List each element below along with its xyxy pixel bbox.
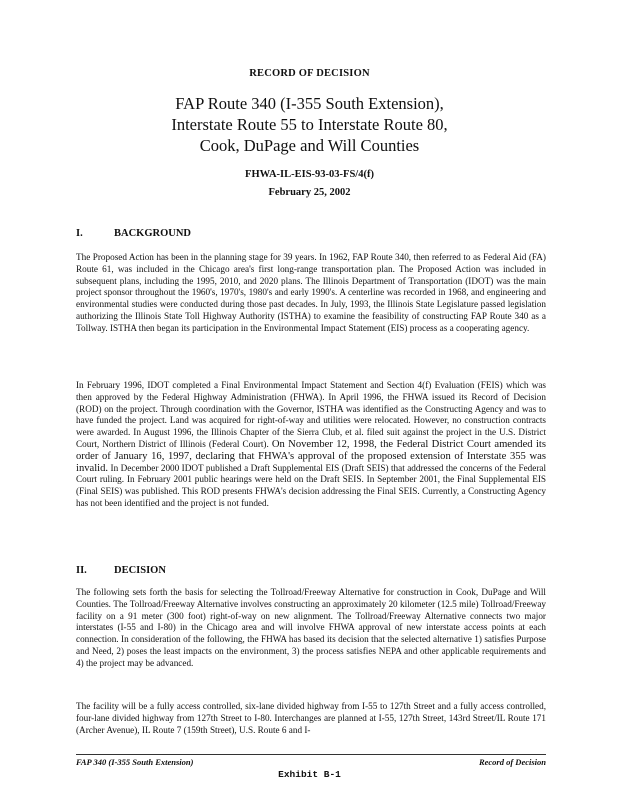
section-number: I. — [76, 228, 83, 239]
paragraph-text: In December 2000 IDOT published a Draft Supplemental EIS (Draft SEIS) that addressed the concerns of the Federal Court ruling. In February 2001 public hearings were held on the Draft SEIS. In September 2001, the Final Supplemental EIS (Final SEIS) was published. This ROD presents FHWA's decision addressing the Final SEIS. Currently, a Constructing Agency has not been identified and the project is not funded. — [76, 462, 547, 508]
section-title: DECISION — [114, 565, 166, 576]
footer-project: FAP 340 (I-355 South Extension) — [76, 757, 194, 767]
section-number: II. — [76, 565, 87, 576]
section-heading-decision — [76, 565, 166, 576]
footer-divider — [76, 754, 546, 755]
title-line: Interstate Route 55 to Interstate Route 80, — [171, 115, 448, 134]
section-heading-background — [76, 228, 191, 239]
document-title — [0, 93, 619, 156]
court-ruling-text: On November 12, 1998, the Federal District Court amended its order of January 16, 1997, declaring that FHWA's approval of the proposed extension of Interstate 355 was invalid. — [76, 438, 547, 474]
document-id: FHWA-IL-EIS-93-03-FS/4(f) — [245, 169, 374, 180]
decision-paragraph-1: The following sets forth the basis for selecting the Tollroad/Freeway Alternative for construction in Cook, DuPage and Will Counties. The Tollroad/Freeway Alternative involves constructing an approximately 20 kilometer (12.5 mile) Tollroad/Freeway facility on a 91 meter (300 foot) right-of-way on new alignment. The Tollroad/Freeway Alternative connects two major interstates (I-55 and I-80) in the Chicago area and will involve FHWA approval of new interstate access points at each connection. In consideration of the following, the FHWA has based its decision that the selected alternative 1) satisfies Purpose and Need, 2) poses the least impacts on the environment, 3) the process satisfies NEPA and other applicable requirements and 4) the project may be advanced. — [76, 587, 546, 668]
title-line: FAP Route 340 (I-355 South Extension), — [175, 94, 444, 113]
footer-doc-type: Record of Decision — [478, 757, 546, 767]
title-line: Cook, DuPage and Will Counties — [199, 136, 420, 155]
document-date: February 25, 2002 — [268, 187, 351, 198]
exhibit-label: Exhibit B-1 — [278, 769, 341, 780]
document-heading: RECORD OF DECISION — [249, 68, 370, 79]
decision-paragraph-2: The facility will be a fully access controlled, six-lane divided highway from I-55 to 127th Street and a fully access controlled, four-lane divided highway from 127th Street to I-80. Interchanges are planned at I-55, 127th Street, 143rd Street/IL Route 171 (Archer Avenue), IL Route 7 (159th Street), U.S. Route 6 and I- — [76, 701, 546, 735]
background-paragraph-2 — [76, 380, 546, 510]
background-paragraph-1: The Proposed Action has been in the planning stage for 39 years. In 1962, FAP Route 340, then referred to as Federal Aid (FA) Route 61, was included in the Chicago area's first long-range transportation plan. The Proposed Action was included in subsequent plans, including the 1995, 2010, and 2020 plans. The Illinois Department of Transportation (IDOT) was the main project sponsor throughout the 1960's, 1970's, 1980's and early 1990's. A centerline was recorded in 1968, and engineering and environmental studies were conducted during those past decades. In July, 1993, the Illinois State Legislature passed legislation authorizing the Illinois State Toll Highway Authority (ISTHA) to examine the feasibility of constructing FAP Route 340 as a Tollway. ISTHA then began its participation in the Environmental Impact Statement (EIS) process as a cooperating agency. — [76, 252, 546, 333]
paragraph-text: In February 1996, IDOT completed a Final Environmental Impact Statement and Section 4(f) Evaluation (FEIS) which was then approved by the Federal Highway Administration (FHWA). In April 1996, the FHWA issued its Record of Decision (ROD) on the project. Through coordination with the Governor, ISTHA was identified as the Constructing Agency and was to have funded the project. Land was acquired for right-of-way and utilities were relocated. However, no construction contracts were awarded. In August 1996, the Illinois Chapter of the Sierra Club, et al. filed suit against the project in the U.S. District Court, Northern District of Illinois (Federal Court). — [76, 380, 546, 449]
section-title: BACKGROUND — [114, 228, 192, 239]
